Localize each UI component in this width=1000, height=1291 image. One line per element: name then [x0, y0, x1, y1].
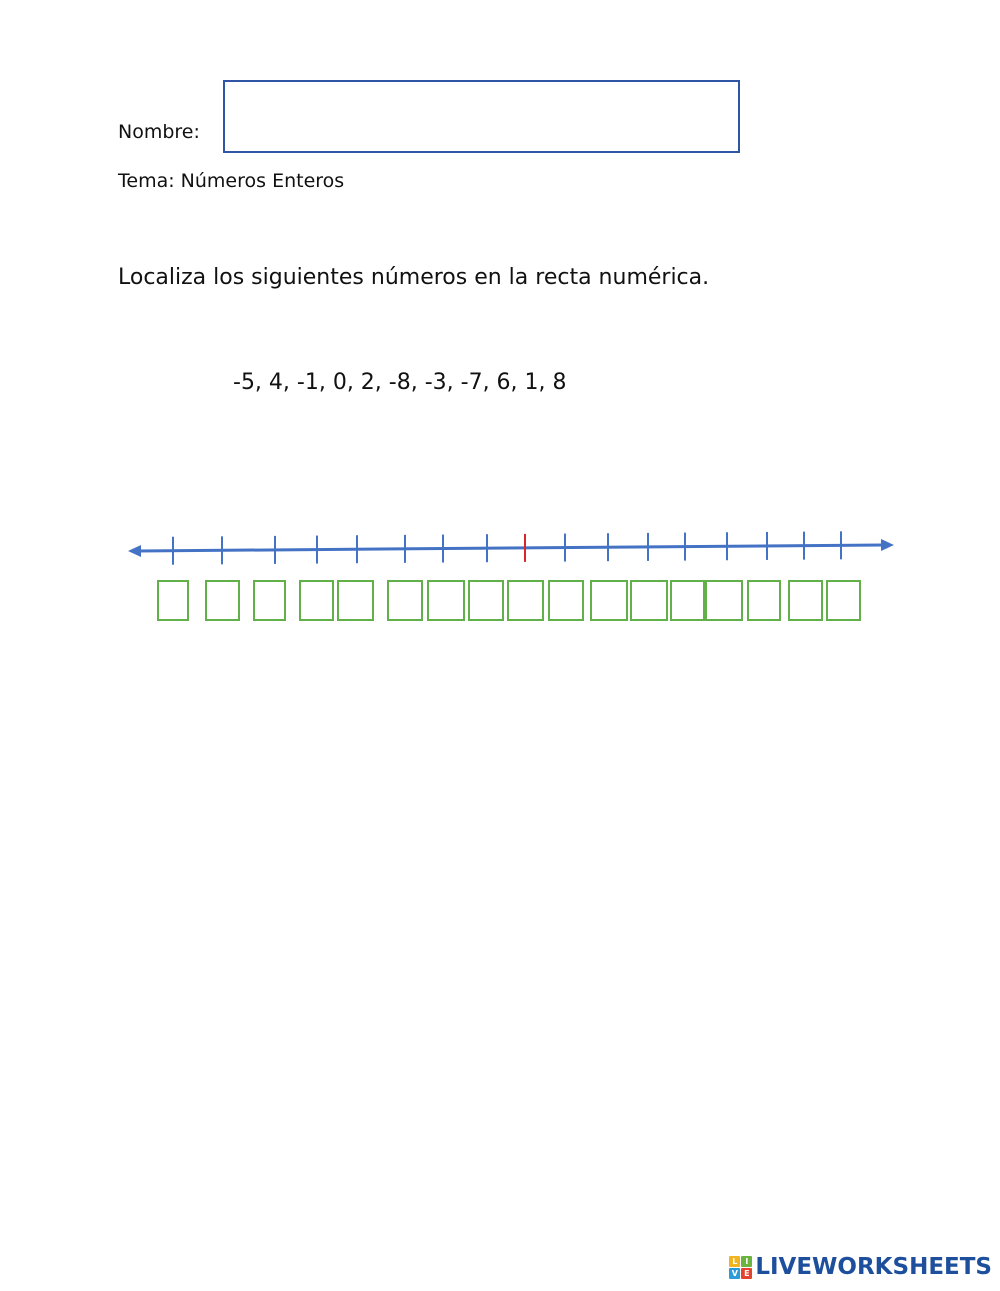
answer-box[interactable] — [253, 580, 286, 621]
number-line-axis — [138, 545, 884, 551]
instruction-text: Localiza los siguientes números en la recta numérica. — [118, 265, 710, 290]
number-line-right-arrow — [881, 539, 894, 551]
topic-title: Tema: Números Enteros — [118, 170, 345, 192]
numbers-to-place: -5, 4, -1, 0, 2, -8, -3, -7, 6, 1, 8 — [233, 370, 567, 395]
answer-box[interactable] — [788, 580, 823, 621]
brand-logo-letter: I — [741, 1256, 752, 1267]
number-line-left-arrow — [128, 545, 141, 557]
answer-box[interactable] — [507, 580, 544, 621]
brand-logo-letter: E — [741, 1268, 752, 1279]
answer-box[interactable] — [705, 580, 743, 621]
answer-box[interactable] — [747, 580, 781, 621]
brand-logo-letter: V — [729, 1268, 740, 1279]
name-input[interactable] — [223, 80, 740, 153]
answer-box[interactable] — [826, 580, 861, 621]
answer-box[interactable] — [468, 580, 504, 621]
answer-box[interactable] — [548, 580, 584, 621]
answer-box[interactable] — [630, 580, 668, 621]
answer-box[interactable] — [205, 580, 240, 621]
answer-box[interactable] — [157, 580, 189, 621]
answer-box[interactable] — [387, 580, 423, 621]
number-line — [0, 520, 1000, 580]
brand — [729, 1254, 992, 1280]
answer-box[interactable] — [670, 580, 705, 621]
answer-box[interactable] — [427, 580, 465, 621]
brand-name: LIVEWORKSHEETS — [755, 1254, 992, 1280]
answer-box[interactable] — [590, 580, 628, 621]
answer-box[interactable] — [337, 580, 374, 621]
brand-logo-icon — [729, 1256, 752, 1279]
name-label: Nombre: — [118, 121, 200, 143]
answer-box[interactable] — [299, 580, 334, 621]
brand-logo-letter: L — [729, 1256, 740, 1267]
